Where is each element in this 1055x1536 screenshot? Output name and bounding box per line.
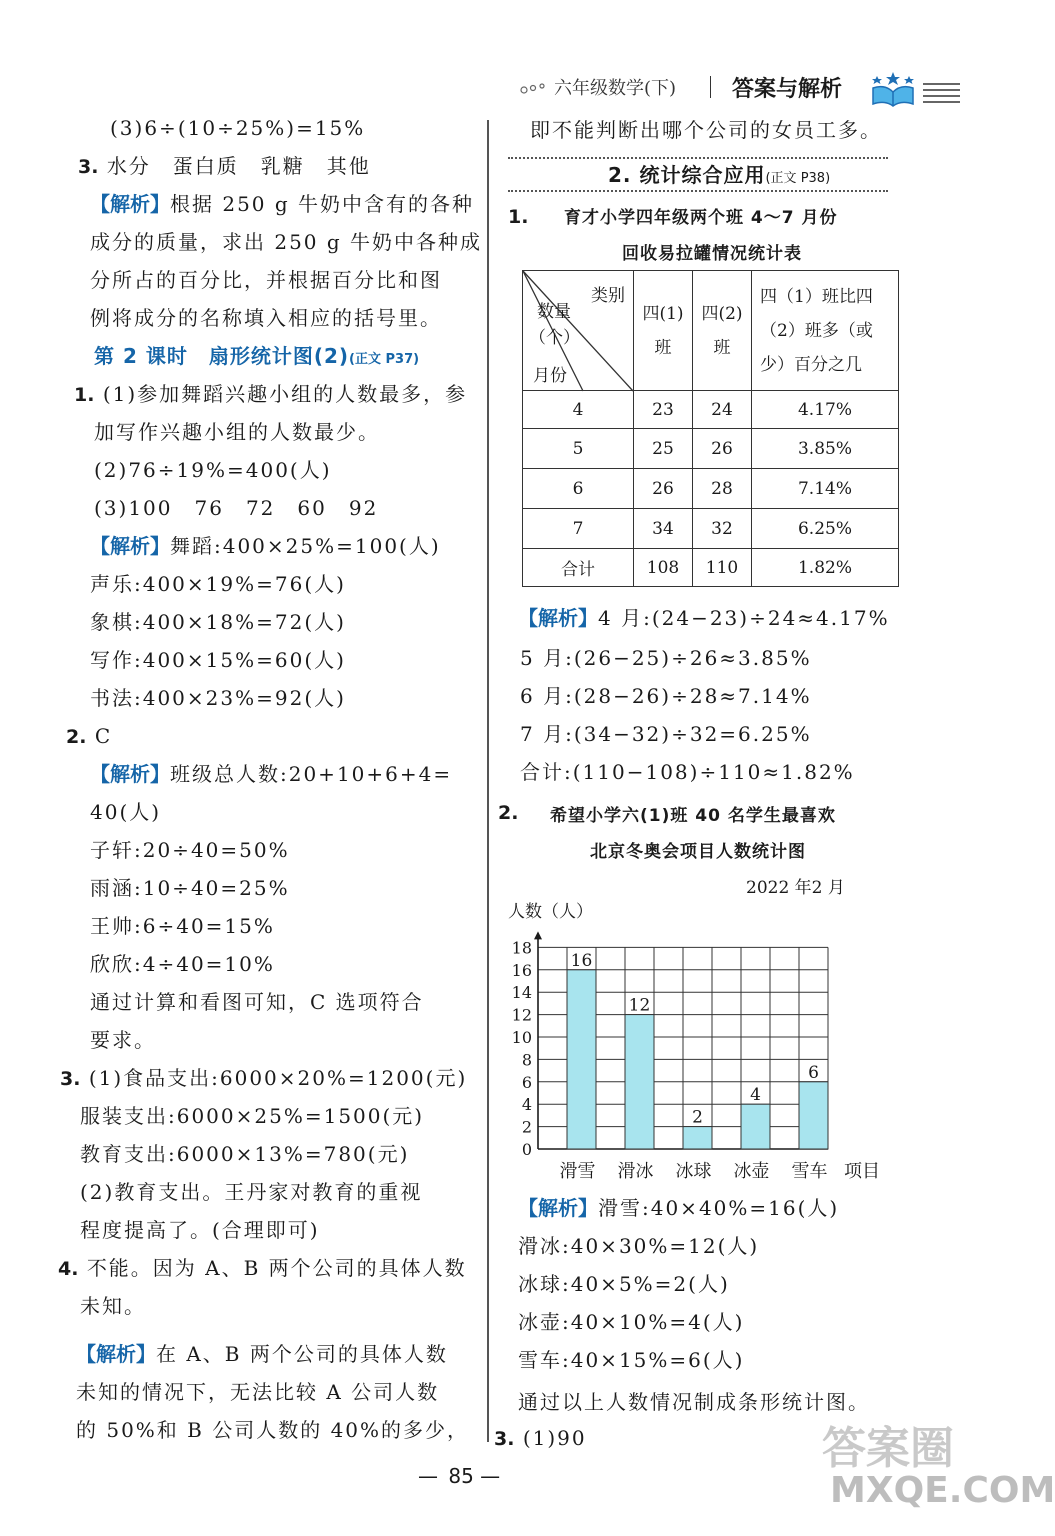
analysis-tag: 【解析】 [90,762,170,786]
header-class2-l2: 班 [713,337,731,358]
analysis-text: 滑雪:40×40%=16(人) [598,1196,840,1220]
analysis-line: 通过计算和看图可知，C 选项符合 [90,990,424,1014]
table-cell: 108 [634,549,693,587]
answer-text: 不能。因为 A、B 两个公司的具体人数 [86,1256,467,1280]
watermark-logo: 答案圈 [822,1423,954,1474]
analysis-line: 未知的情况下，无法比较 A 公司人数 [76,1380,440,1404]
header-class2-l1: 四(2) [701,303,743,324]
analysis-line [518,1196,839,1220]
table-cell: 6.25% [752,509,899,549]
header-percent-l2: （2）班多（或 [760,320,873,341]
analysis-line: 5 月:(26−25)÷26≈3.85% [520,646,812,670]
table-total-row [523,549,899,587]
analysis-line: 要求。 [90,1028,156,1052]
analysis-line: 6 月:(28−26)÷28≈7.14% [520,684,812,708]
page-footer [418,1464,504,1488]
analysis-line: 的 50%和 B 公司人数的 40%的多少， [76,1418,470,1442]
table-row [523,509,899,549]
analysis-text: 4 月:(24−23)÷24≈4.17% [598,606,890,630]
analysis-tag: 【解析】 [518,1196,598,1220]
table-cell: 4.17% [752,391,899,429]
bar-value-label: 6 [808,1062,819,1083]
lesson-reference: (正文 P37) [349,352,420,367]
chart-title-line2: 北京冬奥会项目人数统计图 [590,842,806,862]
y-tick-label: 0 [521,1140,532,1159]
question-2 [66,724,112,749]
table-cell: 26 [634,469,693,509]
category-label: 滑雪 [559,1161,596,1182]
analysis-tag: 【解析】 [90,192,170,216]
chart-date: 2022 年2 月 [746,878,845,898]
table-cell: 110 [693,549,752,587]
analysis-line [90,762,452,786]
dotted-rule [508,157,888,159]
answer-line: 加写作兴趣小组的人数最少。 [94,420,380,444]
table-cell: 25 [634,429,693,469]
table-cell: 6 [523,469,634,509]
analysis-line: 写作:400×15%=60(人) [90,648,346,672]
header-month: 月份 [533,366,567,386]
table-title-line1: 育才小学四年级两个班 4～7 月份 [564,208,838,228]
analysis-line: 冰壶:40×10%=4(人) [518,1310,745,1334]
analysis-line: 象棋:400×18%=72(人) [90,610,346,634]
table-cell: 5 [523,429,634,469]
question-3 [494,1426,587,1451]
question-number: 2. [498,802,519,824]
answer-text: 水分 蛋白质 乳糖 其他 [106,154,371,178]
y-tick-label: 14 [511,983,532,1003]
answer-text: (1)90 [522,1426,587,1450]
analysis-line [76,1342,448,1366]
header-quantity: 数量 [537,302,571,322]
question-number: 2. [66,726,87,748]
bar-chart [500,895,900,1195]
header-unit: （个） [529,328,580,348]
statistics-table [522,270,899,587]
table-cell: 3.85% [752,429,899,469]
page-number: 85 [448,1464,474,1488]
bar [625,1015,654,1149]
analysis-line: 成分的质量，求出 250 g 牛奶中各种成 [90,230,483,254]
analysis-line: 合计:(110−108)÷110≈1.82% [520,760,855,784]
question-number: 4. [58,1258,79,1280]
table-cell: 34 [634,509,693,549]
analysis-tag: 【解析】 [90,534,170,558]
question-number: 1. [74,384,95,406]
page-header [520,68,960,108]
analysis-line [518,606,890,630]
question-number: 3. [78,156,99,178]
footer-dash: — [418,1464,442,1488]
y-tick-label: 10 [511,1028,532,1047]
analysis-line [90,534,441,558]
table-header-row [523,271,899,391]
header-category: 类别 [591,286,625,306]
table-cell: 28 [693,469,752,509]
question-1 [74,382,467,407]
y-tick-label: 6 [521,1072,532,1092]
question-3 [60,1066,467,1091]
analysis-line: 通过以上人数情况制成条形统计图。 [518,1390,870,1414]
header-separator [710,76,711,98]
answer-text: (1)参加舞蹈兴趣小组的人数最多，参 [102,382,468,406]
book-title: 六年级数学(下) [554,78,677,99]
y-axis-label: 人数（人） [508,902,593,922]
table-cell: 7.14% [752,469,899,509]
analysis-line: 例将成分的名称填入相应的括号里。 [90,306,442,330]
bar [567,970,596,1149]
question-3 [78,154,371,179]
analysis-line: 子轩:20÷40=50% [90,838,290,862]
bar-value-label: 16 [570,950,593,971]
analysis-text: 在 A、B 两个公司的具体人数 [156,1342,448,1366]
table-cell: 23 [634,391,693,429]
analysis-text: 根据 250 g 牛奶中含有的各种 [170,192,475,216]
chart-title-line1: 希望小学六(1)班 40 名学生最喜欢 [550,806,836,826]
table-cell: 合计 [523,549,634,587]
bar-value-label: 4 [750,1085,761,1106]
footer-dash: — [480,1464,505,1488]
category-label: 冰壶 [733,1161,770,1182]
x-axis-label: 项目 [844,1161,880,1182]
header-class1-l2: 班 [654,337,672,358]
category-label: 雪车 [791,1161,828,1182]
header-title: 答案与解析 [732,77,843,102]
question-2 [498,800,518,825]
book-logo-icon [865,68,960,108]
header-class1-l1: 四(1) [642,303,684,324]
answer-line: 程度提高了。(合理即可) [80,1218,320,1242]
header-percent-l3: 少）百分之几 [760,354,862,375]
diagonal-header-cell [523,271,634,391]
bar [799,1082,828,1149]
y-tick-label: 16 [511,960,532,980]
answer-text: (1)食品支出:6000×20%=1200(元) [88,1066,468,1090]
y-tick-label: 2 [521,1117,532,1137]
y-tick-label: 12 [511,1005,532,1025]
table-cell: 24 [693,391,752,429]
question-1 [508,204,528,229]
header-class2 [693,271,752,391]
analysis-text: 班级总人数:20+10+6+4= [170,762,453,786]
dotted-rule [508,190,888,192]
table-row [523,391,899,429]
section-title: 2. 统计综合应用 [608,163,766,187]
answer-line: (2)教育支出。王丹家对教育的重视 [80,1180,423,1204]
category-label: 滑冰 [617,1161,654,1182]
analysis-line: 王帅:6÷40=15% [90,914,275,938]
table-cell: 26 [693,429,752,469]
bar-chart-svg [500,895,900,1195]
chart-labels [512,938,828,1182]
question-number: 3. [60,1068,81,1090]
question-4 [58,1256,467,1281]
bar [683,1127,712,1149]
lesson-title: 第 2 课时 扇形统计图(2) [94,344,350,368]
answer-line: 教育支出:6000×13%=780(元) [80,1142,410,1166]
header-class1 [634,271,693,391]
analysis-line: 雨涵:10÷40=25% [90,876,290,900]
bar [741,1104,770,1149]
table-cell: 7 [523,509,634,549]
analysis-line: 书法:400×23%=92(人) [90,686,346,710]
bar-value-label: 2 [692,1107,703,1128]
table-row [523,469,899,509]
analysis-line: 分所占的百分比，并根据百分比和图 [90,268,442,292]
analysis-line: 滑冰:40×30%=12(人) [518,1234,760,1258]
answer-line: 即不能判断出哪个公司的女员工多。 [530,118,882,142]
dots-decoration-icon [520,82,550,96]
answer-line: (2)76÷19%=400(人) [94,458,332,482]
category-label: 冰球 [675,1161,712,1182]
analysis-line: 声乐:400×19%=76(人) [90,572,346,596]
analysis-text: 舞蹈:400×25%=100(人) [170,534,441,558]
table-cell: 32 [693,509,752,549]
header-percent [752,271,899,391]
watermark-text: MXQE.COM [830,1470,1055,1511]
analysis-line: 冰球:40×5%=2(人) [518,1272,730,1296]
answer-line: (3)100 76 72 60 92 [94,496,379,520]
section-heading [608,163,830,191]
question-number: 1. [508,206,529,228]
y-axis-arrow [534,931,542,939]
lesson-heading [94,344,419,372]
analysis-tag: 【解析】 [518,606,598,630]
table-title-line2: 回收易拉罐情况统计表 [622,244,802,264]
y-tick-label: 4 [521,1095,532,1115]
section-reference: (正文 P38) [765,171,831,186]
column-divider [487,120,489,1442]
table-row [523,429,899,469]
answer-text: C [94,724,113,748]
question-number: 3. [494,1428,515,1450]
analysis-line: 欣欣:4÷40=10% [90,952,275,976]
analysis-line [90,192,474,216]
y-tick-label: 8 [521,1050,532,1070]
answer-line: 未知。 [80,1294,146,1318]
header-percent-l1: 四（1）班比四 [760,286,873,307]
answer-line: (3)6÷(10÷25%)=15% [110,116,366,140]
table-cell: 1.82% [752,549,899,587]
y-tick-label: 18 [511,938,532,958]
analysis-line: 雪车:40×15%=6(人) [518,1348,745,1372]
bar-value-label: 12 [628,995,651,1016]
analysis-tag: 【解析】 [76,1342,156,1366]
table-cell: 4 [523,391,634,429]
answer-line: 服装支出:6000×25%=1500(元) [80,1104,425,1128]
analysis-line: 40(人) [90,800,162,824]
analysis-line: 7 月:(34−32)÷32=6.25% [520,722,812,746]
